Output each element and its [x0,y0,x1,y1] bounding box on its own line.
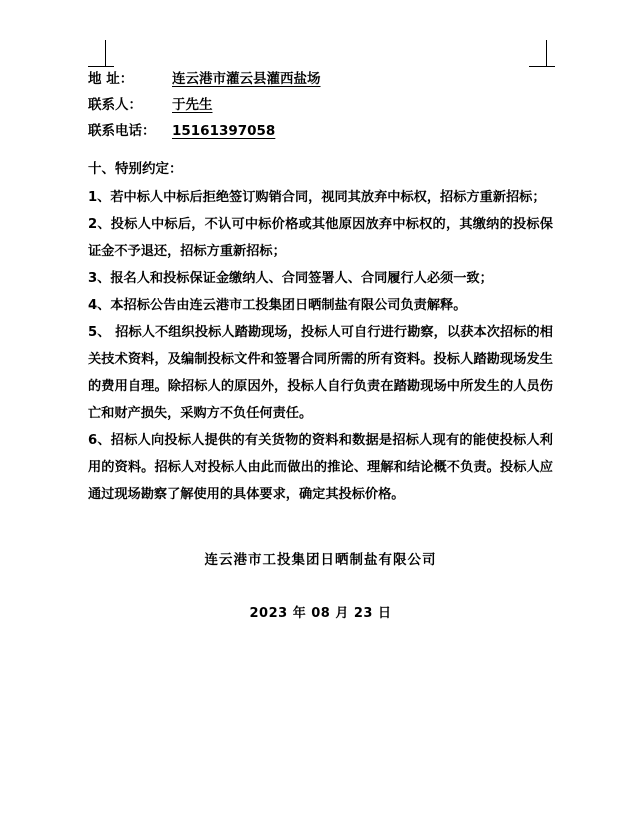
contact-label-address: 地 址： [88,71,134,87]
contact-line-address [88,66,553,92]
contact-value-phone: 15161397058 [172,123,276,139]
contact-label-phone: 联系电话： [88,123,156,139]
contact-line-phone [88,118,553,144]
signature-company: 连云港市工投集团日晒制盐有限公司 [204,552,437,568]
clause-item-3: 3、报名人和投标保证金缴纳人、合同签署人、合同履行人必须一致； [88,271,493,286]
document-body [88,66,553,621]
clause-item-4: 4、本招标公告由连云港市工投集团日晒制盐有限公司负责解释。 [88,298,467,313]
clause-item-2: 2、投标人中标后，不认可中标价格或其他原因放弃中标权的，其缴纳的投标保证金不予退还，招标方重新招标； [88,217,553,259]
signature-date: 2023 年 08 月 23 日 [249,606,392,621]
crop-mark-top-left-vertical [105,40,106,66]
contact-value-person: 于先生 [172,97,213,113]
section-heading: 十、特别约定： [88,161,183,177]
crop-mark-top-right-vertical [546,40,547,66]
contact-label-person: 联系人： [88,97,142,113]
contact-value-address: 连云港市灌云县灌西盐场 [172,71,321,87]
clause-item-6: 6、招标人向投标人提供的有关货物的资料和数据是招标人现有的能使投标人利用的资料。招标人对投标人由此而做出的推论、理解和结论概不负责。投标人应通过现场勘察了解使用的具体要求，确定其投标价格。 [88,433,553,502]
clause-item-5: 5、 招标人不组织投标人踏勘现场，投标人可自行进行勘察，以获本次招标的相关技术资料，及编制投标文件和签署合同所需的所有资料。投标人踏勘现场发生的费用自理。除招标人的原因外，投标人自行负责在踏勘现场中所发生的人员伤亡和财产损失，采购方不负任何责任。 [88,325,553,421]
clause-item-1: 1、若中标人中标后拒绝签订购销合同，视同其放弃中标权，招标方重新招标； [88,190,546,205]
contact-line-person [88,92,553,118]
contact-block [88,66,553,144]
